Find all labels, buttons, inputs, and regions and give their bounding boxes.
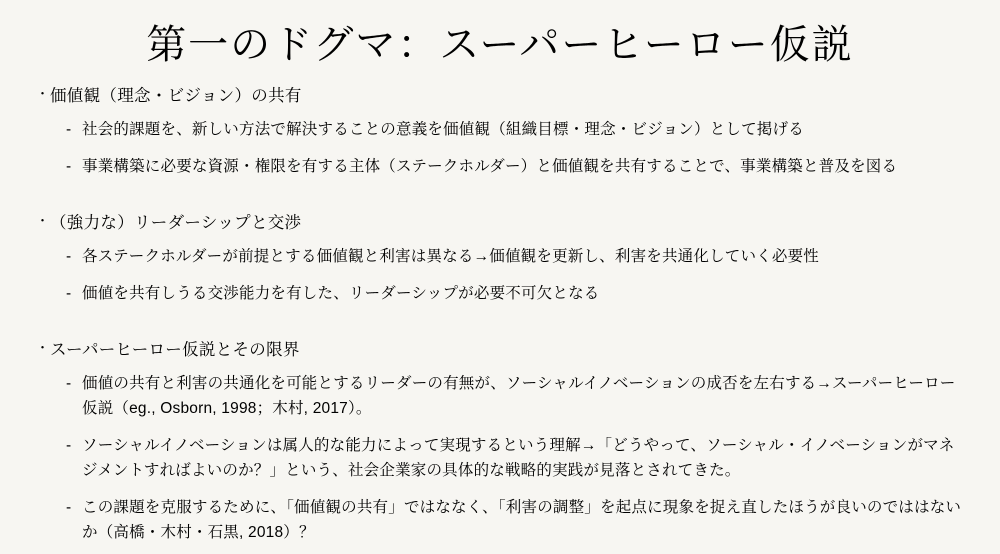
dash-icon: -	[66, 436, 72, 454]
dash-icon: -	[66, 157, 72, 175]
section-heading-label: スーパーヒーロー仮説とその限界	[50, 340, 300, 359]
dash-icon: -	[66, 499, 72, 517]
list-item-label: 価値を共有しうる交渉能力を有した、リーダーシップが必要不可欠となる	[82, 284, 600, 302]
list-item-label: 価値の共有と利害の共通化を可能とするリーダーの有無が、ソーシャルイノベーションの成否を左右する→スーパーヒーロー仮説（eg., Osborn, 1998；木村, 2017）。	[82, 374, 956, 417]
list-item	[66, 371, 966, 421]
sub-list	[66, 117, 966, 179]
list-item-label: 事業構築に必要な資源・権限を有する主体（ステークホルダー）と価値観を共有することで、事業構築と普及を図る	[82, 157, 898, 175]
sub-list	[66, 371, 966, 546]
section-heading-label: 価値観（理念・ビジョン）の共有	[50, 87, 302, 105]
list-item-label: 各ステークホルダーが前提とする価値観と利害は異なる→価値観を更新し、利害を共通化していく必要性	[82, 247, 819, 265]
bullet-dot-icon: ・	[36, 212, 50, 228]
page-title: 第一のドグマ：スーパーヒーロー仮説	[146, 23, 854, 67]
list-item	[66, 154, 966, 179]
list-item	[66, 281, 966, 306]
list-item	[66, 495, 966, 545]
list-item	[66, 244, 966, 269]
content-block	[36, 84, 966, 179]
dash-icon: -	[66, 374, 72, 392]
dash-icon: -	[66, 247, 72, 265]
bullet-dot-icon: ・	[36, 339, 50, 355]
list-item-label: 社会的課題を、新しい方法で解決することの意義を価値観（組織目標・理念・ビジョン）として掲げる	[82, 120, 804, 138]
section-heading	[36, 211, 966, 236]
slide-content	[28, 84, 972, 545]
section-heading	[36, 338, 966, 363]
section-heading-label: （強力な）リーダーシップと交渉	[50, 213, 302, 232]
content-block	[36, 338, 966, 545]
section-heading	[36, 84, 966, 109]
list-item	[66, 117, 966, 142]
dash-icon: -	[66, 284, 72, 302]
list-item	[66, 433, 966, 483]
content-block	[36, 211, 966, 306]
list-item-label: この課題を克服するために、「価値観の共有」ではななく、「利害の調整」を起点に現象を捉え直したほうが良いのでははないか（高橋・木村・石黒, 2018）？	[82, 499, 962, 542]
sub-list	[66, 244, 966, 306]
bullet-dot-icon: ・	[36, 86, 50, 101]
dash-icon: -	[66, 120, 72, 138]
list-item-label: ソーシャルイノベーションは属人的な能力によって実現するという理解→「どうやって、ソーシャル・イノベーションがマネジメントすればよいのか？」という、社会企業家の具体的な戦略的実践が見落とされてきた。	[82, 436, 955, 480]
